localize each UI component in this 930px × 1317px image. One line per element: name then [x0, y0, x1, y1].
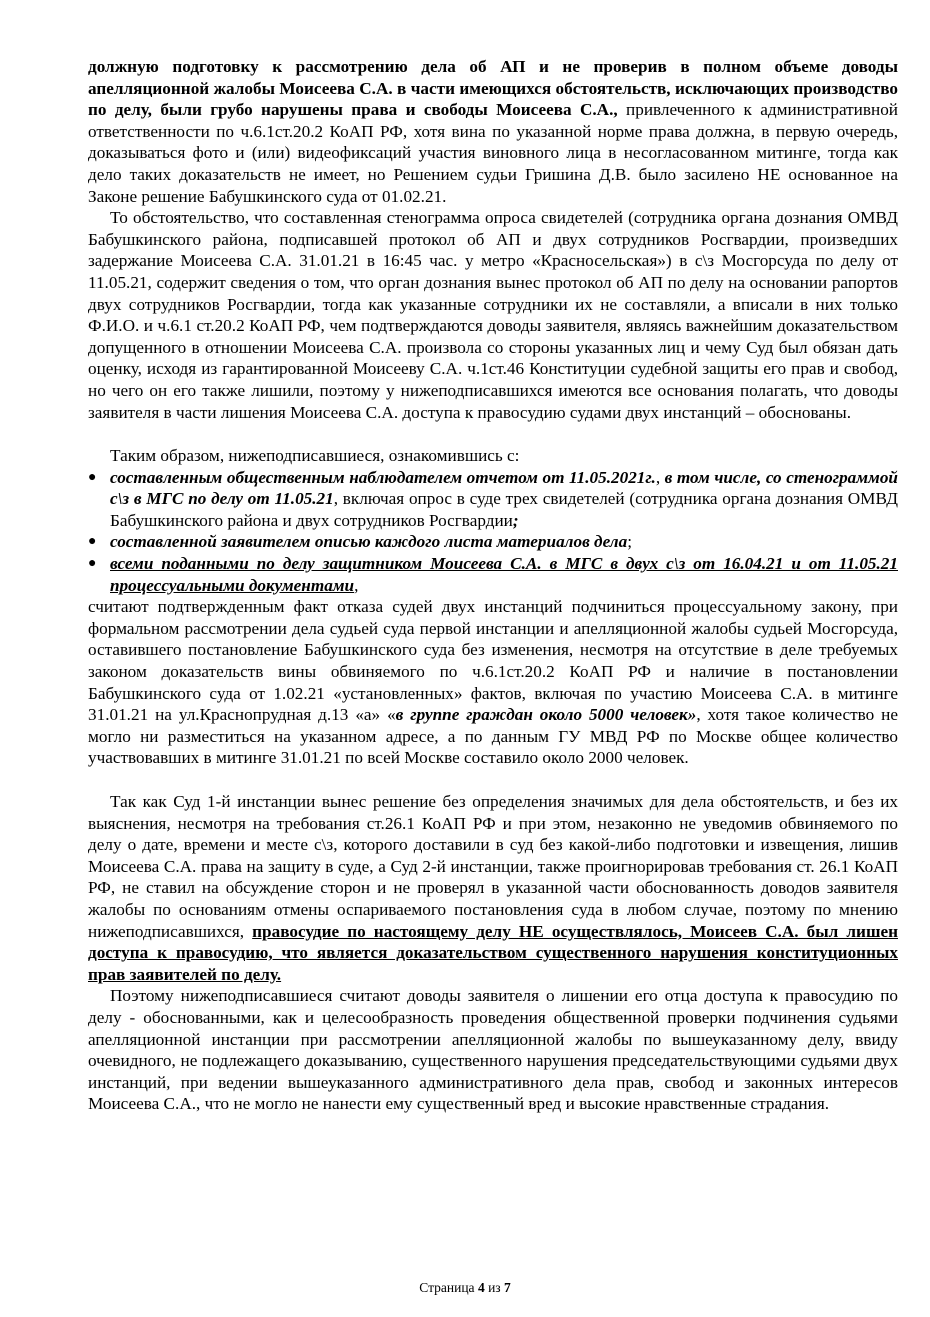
- paragraph-4: [88, 596, 898, 769]
- footer-total-pages: 7: [504, 1280, 511, 1295]
- bullet-2-bold: составленной заявителем описью каждого листа материалов дела: [110, 532, 628, 552]
- bullet-1-text: , включая опрос в суде трех свидетелей (сотрудника органа дознания ОМВД Бабушкинского района и двух сотрудников Росгвардии: [110, 489, 898, 530]
- paragraph-5: [88, 791, 898, 985]
- paragraph-2: То обстоятельство, что составленная стенограмма опроса свидетелей (сотрудника органа дознания ОМВД Бабушкинского района, подписавшей протокол об АП и двух сотрудников Росгвардии, произведших задержание Моисеева С.А. 31.01.21 в 16:45 час. у метро «Красносельская») в с\з Мосгорсуда по делу от 11.05.21, содержит сведения о том, что орган дознания вынес протокол об АП по делу на основании рапортов двух сотрудников Росгвардии, тогда как указанные сотрудники их не составляли, а вписали в них только Ф.И.О. и ч.6.1 ст.20.2 КоАП РФ, чем подтверждаются доводы заявителя, являясь важнейшим доказательством допущенного в отношении Моисеева С.А. произвола со стороны указанных лиц и чему Суд был обязан дать оценку, исходя из гарантированной Моисееву С.А. ч.1ст.46 Конституции судебной защиты его прав и свобод, но чего он его также лишили, поэтому у нижеподписавшихся имеются все основания полагать, что доводы заявителя в части лишения Моисеева С.А. доступа к правосудию судами двух инстанций – обоснованы.: [88, 208, 898, 422]
- paragraph-1: [88, 56, 898, 207]
- bullet-icon: ●: [88, 534, 97, 550]
- paragraph-1-bold: должную подготовку к рассмотрению дела об АП и не проверив в полном объеме доводы апелляционной жалобы Моисеева С.А. в части имеющихся обстоятельств, исключающих производство по делу, были грубо нарушены права и свободы Моисеева С.А.,: [88, 57, 898, 120]
- paragraph-3-intro: Таким образом, нижеподписавшиеся, ознакомившись с:: [110, 446, 520, 466]
- footer-label: Страница: [419, 1280, 475, 1295]
- paragraph-5-text: Так как Суд 1-й инстанции вынес решение без определения значимых для дела обстоятельств, и без их выяснения, несмотря на требования ст.26.1 КоАП РФ и при этом, незаконно не уведомив обвиняемого по делу о дате, времени и месте с\з, которого доставили в суд без какой-либо подготовки и извещения, лишив Моисеева С.А. права на защиту в суде, а Суд 2-й инстанции, также проигнорировав требования ст. 26.1 КоАП РФ, не ставил на обсуждение сторон и не проверял в указанной части обоснованность доводов заявителя жалобы по основаниям отмены оспариваемого постановления суда в любом случае, поэтому по мнению нижеподписавшихся,: [88, 792, 898, 941]
- bullet-3-comma: ,: [354, 575, 359, 595]
- paragraph-4-text-c: , хотя такое количество не могло ни разместиться на указанном адресе, а по данным ГУ МВД РФ по Москве общее количество участвовавших в митинге 31.01.21 по всей Москве составило около 2000 человек.: [88, 705, 898, 768]
- paragraph-4-bold: в группе граждан около 5000 человек»: [395, 705, 697, 725]
- bullet-icon: ●: [88, 556, 97, 572]
- bullet-2-semicolon: ;: [627, 532, 632, 552]
- paragraph-5-bold-underlined: правосудие по настоящему делу НЕ осуществлялось, Моисеев С.А. был лишен доступа к правосудию, что является доказательством существенного нарушения конституционных прав заявителей по делу.: [88, 921, 898, 984]
- bullet-1-comma: ,: [655, 467, 661, 487]
- paragraph-1-text: привлеченного к административной ответственности по ч.6.1ст.20.2 КоАП РФ, хотя вина по указанной норме права должна, в первую очередь, доказываться фото и (или) видеофиксаций участия виновного лица в несогласованном митинге, тогда как дело таких доказательств не имеет, но Решением судьи Гришина Д.В. было засилено НЕ основанное на Законе решение Бабушкинского суда от 01.02.21.: [88, 100, 898, 206]
- bullet-3-bold: всеми поданными по делу защитником Моисеева С.А. в МГС в двух с\з от 16.04.21 и от 11.05.21 процессуальными документами: [110, 554, 898, 595]
- paragraph-6: Поэтому нижеподписавшиеся считают доводы заявителя о лишении его отца доступа к правосудию по делу - обоснованными, как и целесообразность проведения общественной проверки подчинения судьями апелляционной инстанции при рассмотрении апелляционной жалобы по вышеуказанному делу, ввиду очевидного, не подлежащего доказыванию, существенного нарушения председательствующими судьями двух инстанций, при ведении вышеуказанного административного дела прав, свобод и законных интересов Моисеева С.А., что не могло не нанести ему существенный вред и высокие нравственные страдания.: [88, 986, 898, 1114]
- bullet-icon: ●: [88, 469, 97, 485]
- bullet-1-bold-a: составленным общественным наблюдателем отчетом от 11.05.2021г.: [110, 467, 656, 487]
- paragraph-4-text-a: считают подтвержденным факт отказа судей двух инстанций подчиниться процессуальному закону, при формальном рассмотрении дела судьей суда первой инстанции и апелляционной жалобы судьей Мосгорсуда, оставившего постановление Бабушкинского суда без изменения, несмотря на отсутствие в деле требуемых законом доказательств вины обвиняемого по ч.6.1ст.20.2 КоАП РФ и наличие в постановлении Бабушкинского суда от 1.02.21 «установленных» фактов, включая по участию Моисеева С.А. в митинге 31.01.21 на ул.Краснопрудная д.13 «а» «: [88, 597, 898, 725]
- footer-current-page: 4: [477, 1280, 485, 1295]
- page-footer: [0, 1280, 930, 1296]
- list-item: [88, 531, 898, 553]
- list-item: [88, 553, 898, 596]
- bullet-1-bold-c: в том числе, со стенограммой с\з в МГС по делу от 11.05.21: [110, 467, 898, 509]
- bullet-list: [88, 467, 898, 597]
- footer-of: из: [488, 1280, 501, 1295]
- bullet-1-semicolon: ;: [512, 510, 519, 530]
- document-page: [88, 56, 898, 1115]
- list-item: [88, 467, 898, 532]
